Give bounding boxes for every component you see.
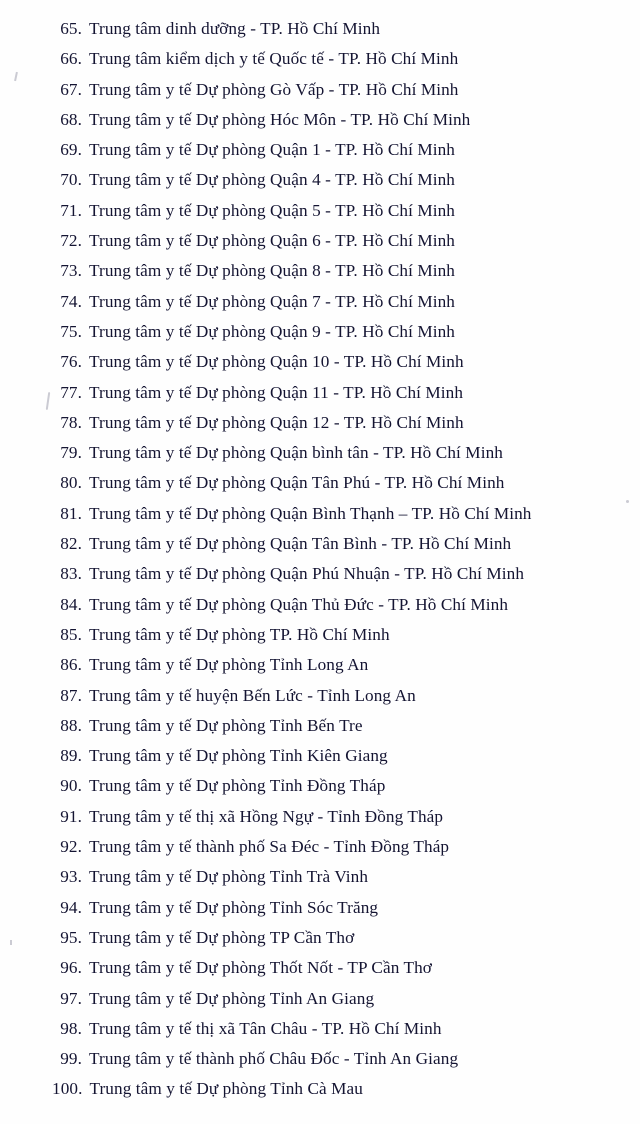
list-item: [52, 984, 620, 1014]
list-item-number: 79.: [60, 443, 82, 463]
list-item-text: Trung tâm y tế huyện Bến Lức - Tỉnh Long An: [89, 685, 416, 705]
list-item-number: 95.: [60, 927, 82, 947]
list-item: [52, 135, 620, 165]
list-item-number: 73.: [60, 261, 82, 281]
list-item-text: Trung tâm y tế Dự phòng Quận 12 - TP. Hồ Chí Minh: [89, 412, 464, 432]
list-item-text: Trung tâm y tế Dự phòng TP Cần Thơ: [89, 927, 355, 947]
list-item-text: Trung tâm y tế Dự phòng Quận 9 - TP. Hồ Chí Minh: [89, 321, 455, 341]
list-item-text: Trung tâm y tế Dự phòng Tỉnh Kiên Giang: [89, 746, 388, 766]
list-item-number: 98.: [60, 1018, 82, 1038]
list-item: [52, 590, 620, 620]
list-item: [52, 771, 620, 801]
list-item-number: 96.: [60, 958, 82, 978]
list-item-text: Trung tâm y tế Dự phòng Gò Vấp - TP. Hồ Chí Minh: [89, 79, 459, 99]
list-item-number: 82.: [60, 534, 82, 554]
list-item-number: 93.: [60, 867, 82, 887]
list-item-number: 75.: [60, 321, 82, 341]
list-item-text: Trung tâm y tế Dự phòng Quận 1 - TP. Hồ Chí Minh: [89, 140, 455, 160]
list-item: [52, 923, 620, 953]
list-item-number: 69.: [60, 140, 82, 160]
list-item: [52, 75, 620, 105]
list-item: [52, 529, 620, 559]
list-item-text: Trung tâm dinh dưỡng - TP. Hồ Chí Minh: [89, 19, 381, 38]
list-item-text: Trung tâm y tế Dự phòng Quận Phú Nhuận - TP. Hồ Chí Minh: [89, 564, 525, 584]
list-item-number: 86.: [60, 655, 82, 675]
list-item: [52, 438, 620, 468]
scan-artifact: [10, 940, 12, 945]
list-item-text: Trung tâm y tế Dự phòng Tỉnh Cà Mau: [89, 1079, 363, 1099]
list-item-number: 67.: [60, 79, 82, 99]
list-item: [52, 14, 620, 44]
list-item: [52, 650, 620, 680]
list-item: [52, 378, 620, 408]
list-item-text: Trung tâm y tế Dự phòng Quận Thủ Đức - TP. Hồ Chí Minh: [89, 594, 509, 614]
list-item-text: Trung tâm y tế Dự phòng Tỉnh Sóc Trăng: [89, 897, 379, 917]
list-item: [52, 44, 620, 74]
list-item: [52, 196, 620, 226]
list-item-text: Trung tâm y tế Dự phòng TP. Hồ Chí Minh: [89, 624, 390, 644]
list-item-number: 91.: [60, 806, 82, 826]
list-item-text: Trung tâm y tế thị xã Tân Châu - TP. Hồ Chí Minh: [89, 1018, 442, 1038]
list-item-text: Trung tâm y tế Dự phòng Quận 10 - TP. Hồ Chí Minh: [89, 352, 464, 372]
list-item-text: Trung tâm y tế Dự phòng Tỉnh Trà Vinh: [89, 867, 369, 887]
list-item: [52, 499, 620, 529]
list-item-text: Trung tâm y tế Dự phòng Quận 8 - TP. Hồ Chí Minh: [89, 261, 455, 281]
list-item: [52, 802, 620, 832]
list-item: [52, 105, 620, 135]
scan-artifact: [14, 72, 18, 81]
list-item-number: 76.: [60, 352, 82, 372]
list-item-text: Trung tâm y tế Dự phòng Quận 5 - TP. Hồ Chí Minh: [89, 200, 455, 220]
list-item: [52, 468, 620, 498]
list-item: [52, 893, 620, 923]
list-item: [52, 287, 620, 317]
list-item: [52, 1014, 620, 1044]
list-item-number: 68.: [60, 109, 82, 129]
list-item-number: 72.: [60, 231, 82, 251]
list-item-text: Trung tâm y tế Dự phòng Tỉnh Đồng Tháp: [89, 776, 386, 796]
list-item-number: 89.: [60, 746, 82, 766]
list-item-text: Trung tâm y tế Dự phòng Quận 6 - TP. Hồ Chí Minh: [89, 231, 455, 251]
list-item: [52, 165, 620, 195]
list-item-number: 71.: [60, 200, 82, 220]
list-item-number: 81.: [60, 503, 82, 523]
list-item: [52, 1074, 620, 1104]
list-item: [52, 832, 620, 862]
list-item-text: Trung tâm y tế thành phố Châu Đốc - Tỉnh An Giang: [89, 1049, 459, 1069]
scan-artifact: [46, 392, 50, 410]
list-item-number: 94.: [60, 897, 82, 917]
list-item: [52, 1044, 620, 1074]
list-item-text: Trung tâm y tế Dự phòng Quận Tân Bình - TP. Hồ Chí Minh: [89, 534, 512, 554]
list-item-text: Trung tâm y tế Dự phòng Hóc Môn - TP. Hồ Chí Minh: [89, 109, 471, 129]
list-item-text: Trung tâm y tế Dự phòng Quận bình tân - TP. Hồ Chí Minh: [89, 443, 503, 463]
scan-artifact: [626, 500, 629, 503]
list-item-text: Trung tâm y tế Dự phòng Quận Tân Phú - TP. Hồ Chí Minh: [89, 473, 505, 493]
list-item-text: Trung tâm y tế Dự phòng Quận 11 - TP. Hồ Chí Minh: [89, 382, 464, 402]
list-item-text: Trung tâm y tế Dự phòng Tỉnh Bến Tre: [89, 715, 363, 735]
list-item-number: 90.: [60, 776, 82, 796]
list-item-text: Trung tâm y tế Dự phòng Tỉnh An Giang: [89, 988, 375, 1008]
list-item: [52, 256, 620, 286]
list-item-number: 97.: [60, 988, 82, 1008]
list-item-number: 92.: [60, 837, 82, 857]
list-item-number: 99.: [60, 1049, 82, 1069]
list-item-number: 74.: [60, 291, 82, 311]
list-item-text: Trung tâm y tế Dự phòng Quận Bình Thạnh – TP. Hồ Chí Minh: [89, 503, 532, 523]
list-item-number: 70.: [60, 170, 82, 190]
list-item-text: Trung tâm y tế Dự phòng Quận 7 - TP. Hồ Chí Minh: [89, 291, 455, 311]
list-item: [52, 226, 620, 256]
list-item: [52, 681, 620, 711]
list-item: [52, 408, 620, 438]
list-item-text: Trung tâm y tế Dự phòng Tỉnh Long An: [89, 655, 369, 675]
list-item-number: 83.: [60, 564, 82, 584]
list-item: [52, 620, 620, 650]
numbered-list: [52, 14, 620, 1105]
list-item: [52, 711, 620, 741]
list-item-text: Trung tâm kiểm dịch y tế Quốc tế - TP. Hồ Chí Minh: [89, 49, 459, 69]
list-item-number: 84.: [60, 594, 82, 614]
list-item-number: 65.: [60, 19, 82, 38]
list-item-number: 100.: [52, 1079, 83, 1099]
list-item-text: Trung tâm y tế thành phố Sa Đéc - Tỉnh Đồng Tháp: [89, 837, 450, 857]
list-item-number: 85.: [60, 624, 82, 644]
list-item-number: 66.: [60, 49, 82, 69]
list-item: [52, 741, 620, 771]
list-item: [52, 559, 620, 589]
list-item-text: Trung tâm y tế thị xã Hồng Ngự - Tỉnh Đồng Tháp: [89, 806, 444, 826]
list-item-text: Trung tâm y tế Dự phòng Thốt Nốt - TP Cần Thơ: [89, 958, 432, 978]
list-item: [52, 953, 620, 983]
list-item: [52, 862, 620, 892]
list-item-number: 78.: [60, 412, 82, 432]
list-item: [52, 317, 620, 347]
list-item-number: 87.: [60, 685, 82, 705]
list-item-number: 77.: [60, 382, 82, 402]
list-item-number: 80.: [60, 473, 82, 493]
list-item-text: Trung tâm y tế Dự phòng Quận 4 - TP. Hồ Chí Minh: [89, 170, 455, 190]
list-item-number: 88.: [60, 715, 82, 735]
list-item: [52, 347, 620, 377]
